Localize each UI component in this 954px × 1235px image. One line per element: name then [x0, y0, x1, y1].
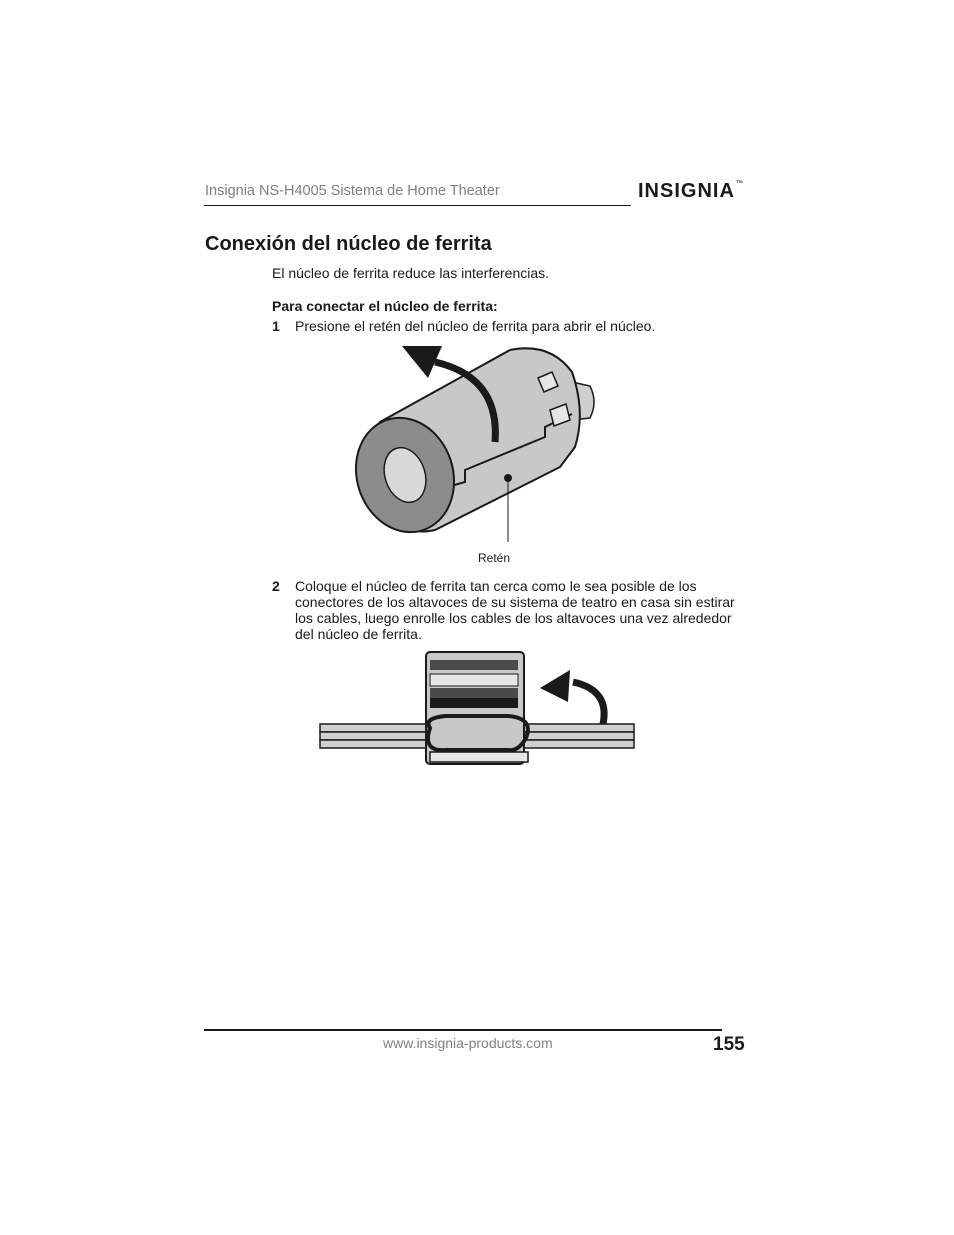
section-title: Conexión del núcleo de ferrita — [205, 233, 492, 255]
step-number: 1 — [272, 318, 280, 334]
intro-text: El núcleo de ferrita reduce las interferencias. — [272, 265, 550, 281]
step-1 — [272, 318, 752, 334]
step-text: Presione el retén del núcleo de ferrita para abrir el núcleo. — [295, 318, 656, 334]
ferrite-core-cable-illustration — [318, 648, 638, 773]
insignia-logo — [638, 180, 744, 203]
procedure-heading: Para conectar el núcleo de ferrita: — [272, 298, 498, 314]
trademark-icon: ™ — [735, 180, 744, 187]
footer-url[interactable]: www.insignia-products.com — [383, 1035, 553, 1051]
page-number: 155 — [713, 1034, 745, 1055]
ferrite-core-open-illustration — [350, 342, 610, 542]
step-text: Coloque el núcleo de ferrita tan cerca como le sea posible de los conectores de los altavoces de su sistema de teatro en casa sin estirar los cables, luego enrolle los cables de los altavoces una vez alrededor del núcleo de ferrita. — [295, 578, 735, 642]
figure1-caption: Retén — [478, 551, 511, 565]
step-number: 2 — [272, 578, 280, 594]
header-rule — [204, 205, 631, 206]
footer-rule — [204, 1029, 722, 1031]
step-2 — [272, 578, 752, 642]
header-doc-title: Insignia NS-H4005 Sistema de Home Theater — [205, 183, 500, 199]
logo-text: INSIGNIA — [638, 180, 735, 202]
